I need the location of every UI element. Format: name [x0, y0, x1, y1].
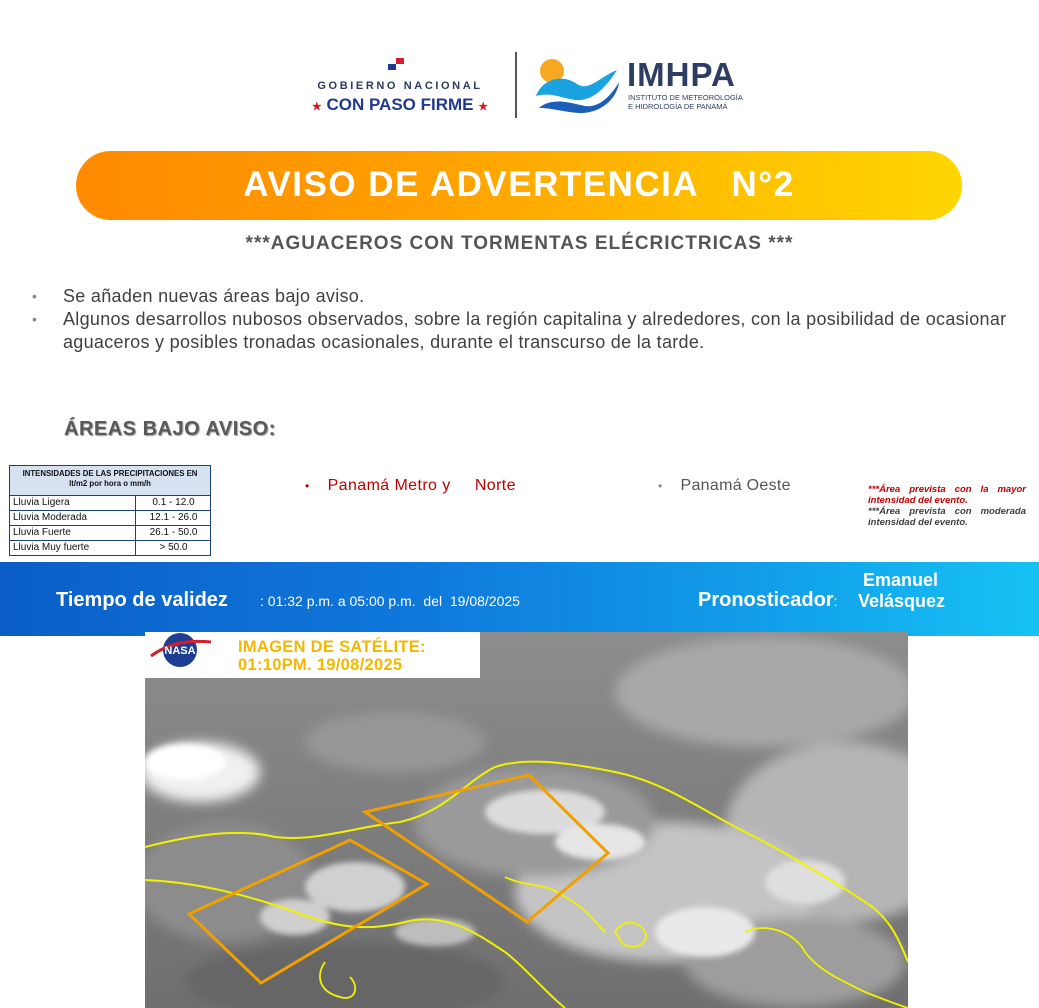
area-gray-label: Panamá Oeste — [680, 477, 791, 494]
table-row — [10, 496, 210, 511]
satellite-image — [145, 632, 908, 1008]
warning-title: AVISO DE ADVERTENCIA N°2 — [243, 165, 795, 204]
forecaster-name — [858, 570, 945, 612]
intensity-table — [9, 465, 211, 556]
validity-band — [0, 562, 1039, 636]
forecaster-last-name: Velásquez — [858, 591, 946, 611]
satellite-caption — [238, 638, 426, 674]
gov-line1: GOBIERNO NACIONAL — [317, 80, 483, 92]
validity-label: Tiempo de validez — [56, 589, 228, 611]
logo-divider — [515, 52, 517, 118]
imhpa-subtitle — [628, 93, 743, 111]
table-row — [10, 541, 210, 555]
satellite-label — [145, 632, 480, 678]
nasa-logo-icon — [145, 632, 215, 668]
area-high-intensity — [305, 477, 516, 495]
star-icon: ★ — [478, 101, 489, 113]
imhpa-wave-logo-icon — [533, 56, 623, 116]
list-item: • Se añaden nuevas áreas bajo aviso. — [32, 285, 1012, 308]
warning-subtitle: ***AGUACEROS CON TORMENTAS ELÉCRICTRICAS *** — [245, 233, 794, 254]
intensity-range: 12.1 - 26.0 — [135, 511, 211, 525]
areas-title: ÁREAS BAJO AVISO: — [64, 418, 276, 440]
intensity-range: 0.1 - 12.0 — [135, 496, 211, 510]
imhpa-sub-line1: INSTITUTO DE METEOROLOGÍA — [628, 93, 743, 102]
satellite-caption-line1: IMAGEN DE SATÉLITE: — [238, 638, 426, 656]
satellite-caption-line2: 01:10PM. 19/08/2025 — [238, 656, 403, 674]
area-moderate-intensity — [658, 477, 791, 495]
gov-slogan: CON PASO FIRME — [326, 95, 474, 114]
forecaster-first-name: Emanuel — [863, 570, 939, 590]
table-row — [10, 511, 210, 526]
validity-value: : 01:32 p.m. a 05:00 p.m. del 19/08/2025 — [260, 593, 520, 609]
forecaster-label — [698, 589, 837, 612]
intensity-table-header — [10, 466, 210, 496]
nasa-logo-text: NASA — [164, 645, 196, 657]
intensity-label: Lluvia Ligera — [13, 497, 70, 508]
imhpa-name: IMHPA — [627, 56, 736, 93]
bullet-icon: • — [305, 479, 310, 493]
satellite-map-graphic — [145, 632, 908, 1008]
forecaster-colon: : — [833, 593, 838, 609]
bullet-icon: • — [658, 479, 663, 493]
legend-notes — [868, 484, 1026, 528]
intensity-range: 26.1 - 50.0 — [135, 526, 211, 540]
gov-line2 — [300, 95, 500, 115]
list-item: • Algunos desarrollos nubosos observados, sobre la región capitalina y alrededores, con la posibilidad de ocasionar aguaceros y posibles tronadas ocasionales, durante el transcurso de la tarde. — [32, 308, 1012, 354]
table-row — [10, 526, 210, 541]
note-moderate: ***Área prevista con moderada intensidad del evento. — [868, 506, 1026, 528]
title-banner — [76, 151, 962, 220]
description-list — [32, 285, 1012, 354]
intensity-label: Lluvia Fuerte — [13, 527, 71, 538]
star-icon: ★ — [311, 101, 322, 113]
intensity-label: Lluvia Muy fuerte — [13, 542, 90, 553]
note-high: ***Área prevista con la mayor intensidad del evento. — [868, 484, 1026, 506]
intensity-header-line2: lt/m2 por hora o mm/h — [69, 479, 151, 488]
forecaster-label-text: Pronosticador — [698, 589, 834, 611]
intensity-label: Lluvia Moderada — [13, 512, 87, 523]
intensity-range: > 50.0 — [135, 541, 211, 555]
imhpa-sub-line2: E HIDROLOGÍA DE PANAMÁ — [628, 102, 728, 111]
area-red-label: Panamá Metro y Norte — [327, 477, 516, 494]
intensity-header-line1: INTENSIDADES DE LAS PRECIPITACIONES EN — [22, 469, 198, 478]
panama-flag-icon — [388, 58, 404, 70]
